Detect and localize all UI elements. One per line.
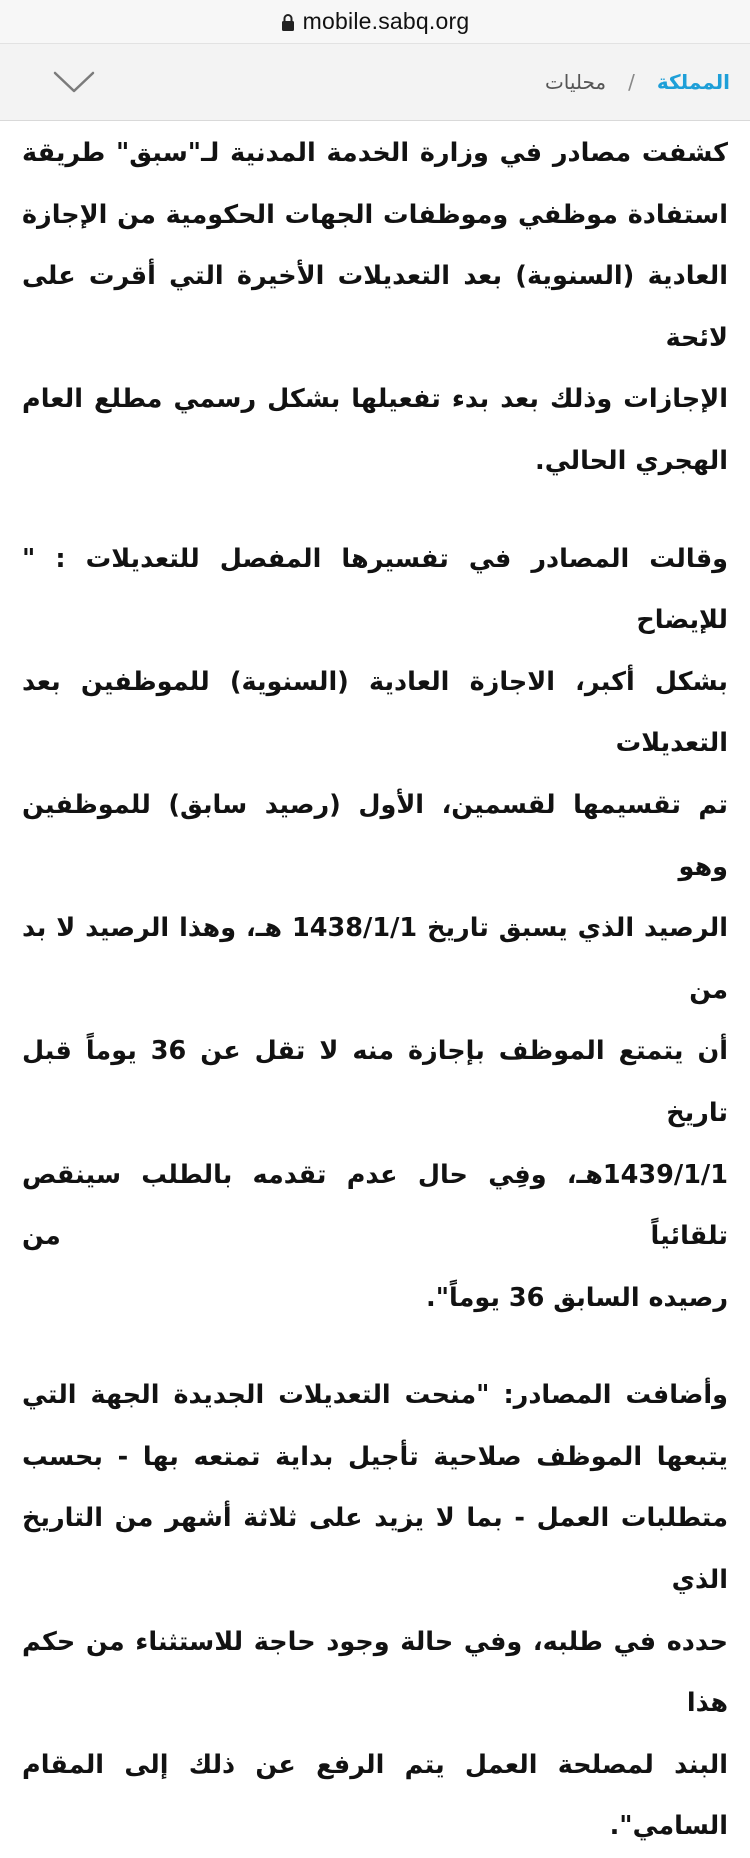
text-line: كشفت مصادر في وزارة الخدمة المدنية لـ"سبق" طريقة (22, 138, 728, 168)
text-line: متطلبات العمل - بما لا يزيد على ثلاثة أشهر من التاريخ الذي (22, 1503, 728, 1596)
url-text: mobile.sabq.org (302, 8, 470, 34)
text-line: بشكل أكبر، الاجازة العادية (السنوية) للموظفين بعد التعديلات (22, 666, 728, 759)
text-line: العادية (السنوية) بعد التعديلات الأخيرة التي أقرت على لائحة (22, 261, 728, 353)
text-line: الإجازات وذلك بعد بدء تفعيلها بشكل رسمي مطلع العام (22, 384, 728, 415)
article-paragraph (22, 1365, 728, 1858)
text-line: الرصيد الذي يسبق تاريخ 1438/1/1 هـ، وهذا الرصيد لا بد من (22, 913, 728, 1005)
text-line: وأضافت المصادر: "منحت التعديلات الجديدة الجهة التي (22, 1380, 728, 1411)
article-paragraph (22, 529, 728, 1330)
breadcrumb (545, 70, 730, 94)
lock-icon (281, 13, 295, 31)
text-line: حدده في طلبه، وفي حالة وجود حاجة للاستثناء من حكم هذا (22, 1626, 728, 1719)
browser-url-bar[interactable] (0, 0, 750, 44)
text-line: البند لمصلحة العمل يتم الرفع عن ذلك إلى المقام السامي". (22, 1749, 728, 1842)
text-line: أن يتمتع الموظف بإجازة منه لا تقل عن 36 يوماً قبل تاريخ (22, 1036, 728, 1128)
text-line: وقالت المصادر في تفسيرها المفصل للتعديلات : " للإيضاح (22, 543, 728, 636)
text-line: تم تقسيمها لقسمين، الأول (رصيد سابق) للموظفين وهو (22, 789, 728, 882)
text-line: 1439/1/1هـ، وفِي حال عدم تقدمه بالطلب سينقص تلقائياً من (22, 1159, 728, 1252)
breadcrumb-item-kingdom[interactable]: المملكة (656, 70, 730, 94)
article-paragraph (22, 123, 728, 493)
text-line: استفادة موظفي وموظفات الجهات الحكومية من الإجازة (22, 199, 728, 230)
breadcrumb-item-local[interactable]: محليات (544, 70, 607, 94)
article-body (0, 123, 750, 1858)
breadcrumb-separator: / (628, 70, 635, 94)
category-bar (0, 44, 750, 121)
text-line: يتبعها الموظف صلاحية تأجيل بداية تمتعه بها - بحسب (22, 1441, 728, 1472)
chevron-down-icon[interactable] (52, 67, 96, 97)
text-line: الهجري الحالي. (535, 445, 728, 476)
text-line: رصيده السابق 36 يوماً". (426, 1282, 728, 1313)
